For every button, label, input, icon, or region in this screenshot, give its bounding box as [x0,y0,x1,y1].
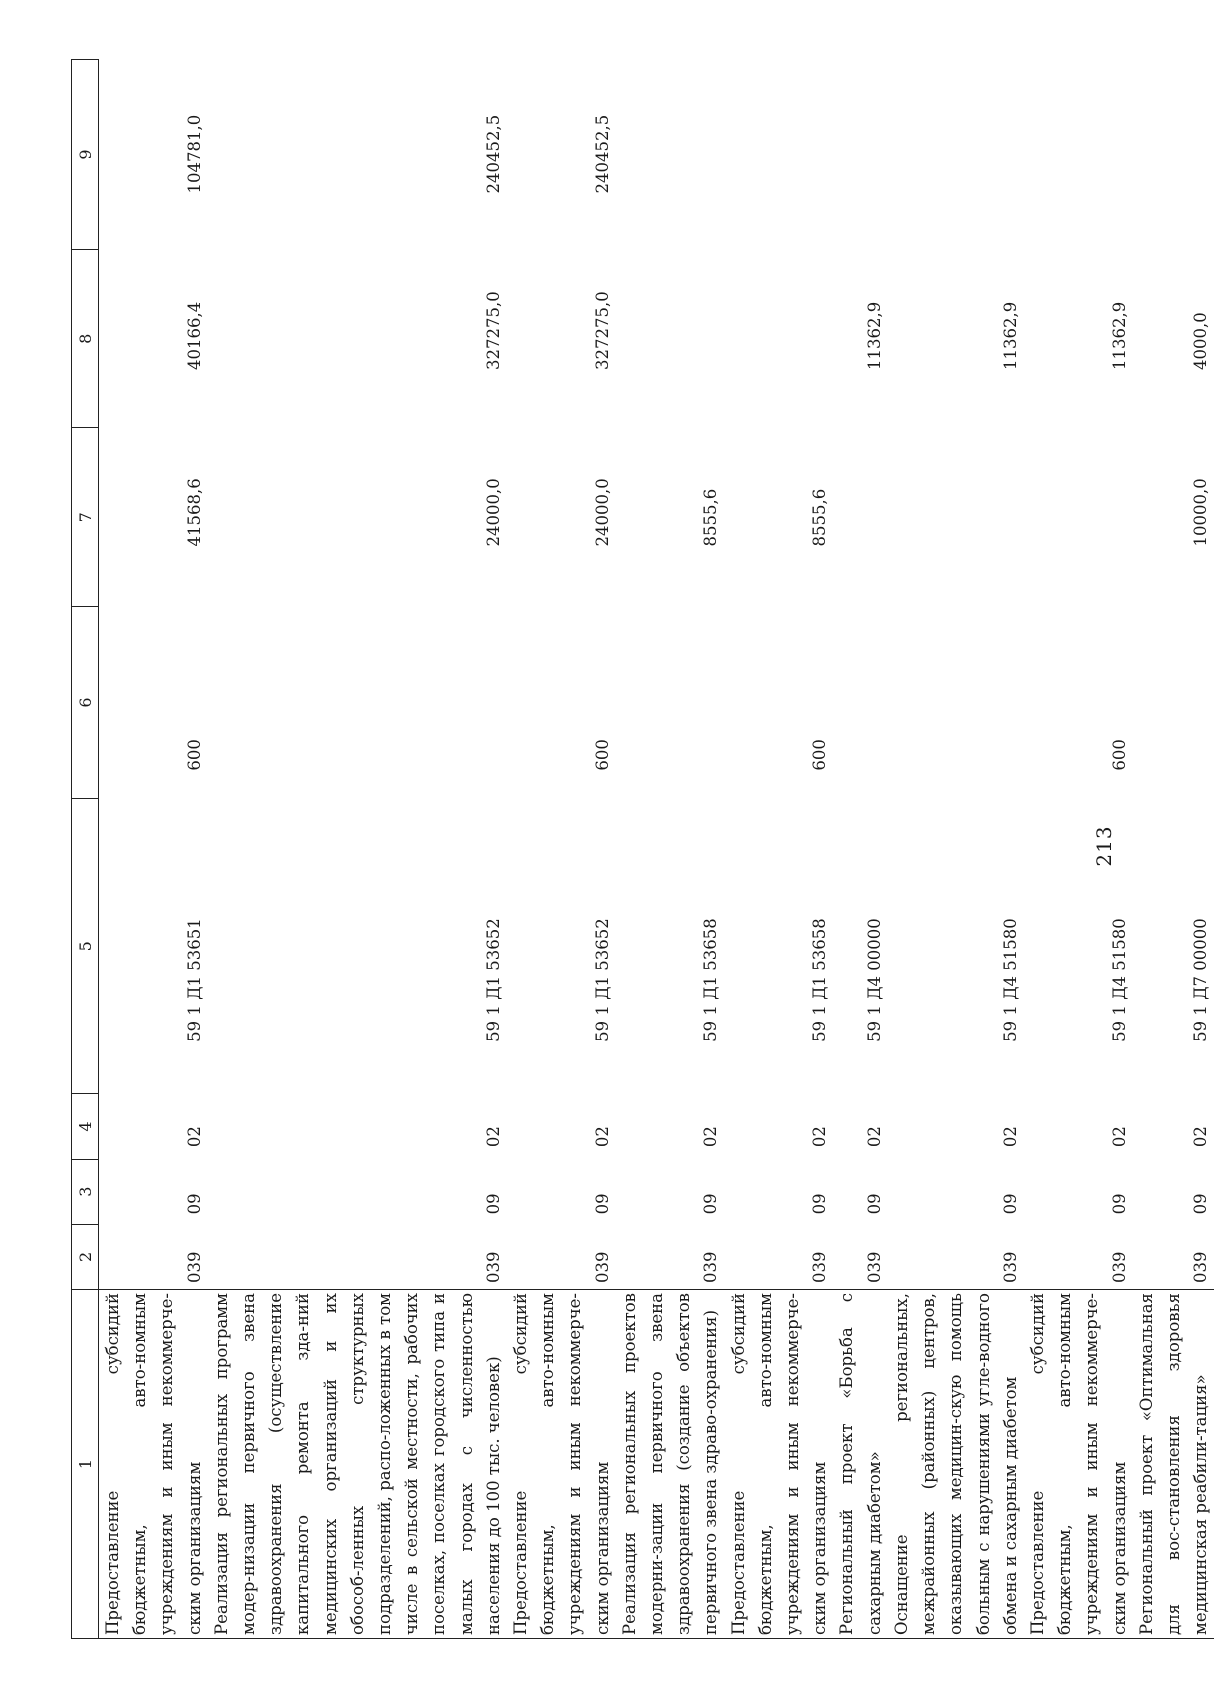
cell-expense-type [616,606,725,798]
budget-table [71,59,1214,1639]
cell-amount-col7: 10000,0 [1191,478,1211,547]
row-description: Предоставление субсидий бюджетным, авто-номным учреждениям и иным некоммерче-ским организациям [725,1290,834,1639]
cell-amount-col8: 4000,0 [1191,312,1211,370]
column-header-9: 9 [72,60,99,250]
cell-section-code: 09 [1000,1193,1020,1215]
cell-target-article: 59 1 Д7 00000 [1191,918,1211,1042]
cell-subsection-code: 02 [864,1126,884,1148]
cell-expense-type: 600 [184,739,204,771]
cell-expense-type: 600 [810,739,830,771]
cell-amount-col8: 327275,0 [592,291,612,370]
cell-expense-type [1133,606,1214,798]
cell-amount-col8: 11362,9 [864,301,884,370]
cell-amount-col7: 24000,0 [592,478,612,547]
row-description: Региональный проект «Оптимальная для вос-становления здоровья медицинская реабили-тация» [1133,1290,1214,1639]
cell-amount-col7: 8555,6 [701,488,721,547]
table-row [616,60,725,1639]
cell-ministry-code: 039 [864,1251,884,1284]
column-header-2: 2 [72,1224,99,1289]
cell-subsection-code: 02 [810,1126,830,1148]
cell-target-article: 59 1 Д4 51580 [1000,918,1020,1042]
cell-amount-col7 [833,428,887,606]
cell-ministry-code: 039 [1191,1251,1211,1284]
cell-ministry-code: 039 [184,1251,204,1284]
cell-amount-col8 [725,249,834,427]
cell-amount-col8: 327275,0 [483,291,503,370]
cell-subsection-code: 02 [701,1126,721,1148]
cell-section-code: 09 [184,1193,204,1215]
table-header [72,60,99,1639]
cell-amount-col9: 104781,0 [184,114,204,194]
cell-amount-col9 [616,60,725,250]
cell-subsection-code: 02 [1191,1126,1211,1148]
cell-amount-col9 [725,60,834,250]
cell-target-article: 59 1 Д4 00000 [864,918,884,1042]
cell-target-article: 59 1 Д1 53658 [810,918,830,1042]
table-row [99,60,208,1639]
row-description: Реализация региональных программ модер-низации первичного звена здравоохранения (осуществление капитального ремонта зда-ний медицинских организаций и их обособ-ленных структурных подразделений, распо-ложенных в том числе в сельской местности, рабочих поселках, поселках городского типа и малых городах с численностью населения до 100 тыс. человек) [208,1290,507,1639]
cell-amount-col8: 40166,4 [184,301,204,370]
cell-expense-type: 600 [1109,739,1129,771]
cell-target-article: 59 1 Д1 53651 [184,918,204,1042]
cell-section-code: 09 [592,1193,612,1215]
column-header-5: 5 [72,799,99,1094]
row-description: Предоставление субсидий бюджетным, авто-номным учреждениям и иным некоммерче-ским организациям [1024,1290,1133,1639]
table-row [725,60,834,1639]
row-description: Предоставление субсидий бюджетным, авто-номным учреждениям и иным некоммерче-ским организациям [99,1290,208,1639]
column-header-8: 8 [72,249,99,427]
cell-amount-col9: 240452,5 [592,114,612,194]
table-row [1024,60,1133,1639]
cell-amount-col7 [1024,428,1133,606]
table-row [208,60,507,1639]
cell-subsection-code: 02 [592,1126,612,1148]
column-header-3: 3 [72,1159,99,1224]
page-number: 213 [1092,825,1116,867]
cell-amount-col8: 11362,9 [1109,301,1129,370]
cell-amount-col8: 11362,9 [1000,301,1020,370]
cell-ministry-code: 039 [483,1251,503,1284]
row-description: Предоставление субсидий бюджетным, авто-номным учреждениям и иным некоммерче-ским организациям [507,1290,616,1639]
cell-expense-type [208,606,507,798]
table-row [833,60,887,1639]
cell-subsection-code: 02 [184,1126,204,1148]
cell-target-article: 59 1 Д1 53652 [592,918,612,1042]
cell-amount-col7: 8555,6 [810,488,830,547]
cell-ministry-code: 039 [1109,1251,1129,1284]
cell-section-code: 09 [483,1193,503,1215]
cell-expense-type: 600 [592,739,612,771]
cell-section-code: 09 [701,1193,721,1215]
cell-amount-col9 [1133,60,1214,250]
cell-amount-col7 [888,428,1024,606]
cell-section-code: 09 [810,1193,830,1215]
cell-expense-type [888,606,1024,798]
cell-amount-col9: 240452,5 [483,114,503,194]
cell-amount-col7: 24000,0 [483,478,503,547]
cell-section-code: 09 [1191,1193,1211,1215]
cell-section-code: 09 [1109,1193,1129,1215]
cell-ministry-code: 039 [810,1251,830,1284]
cell-subsection-code: 02 [1109,1126,1129,1148]
row-description: Реализация региональных проектов модерни-зации первичного звена здравоохранения (создание объектов первичного звена здраво-охранения) [616,1290,725,1639]
cell-target-article: 59 1 Д1 53658 [701,918,721,1042]
cell-amount-col9 [833,60,887,250]
cell-subsection-code: 02 [1000,1126,1020,1148]
cell-expense-type [833,606,887,798]
cell-subsection-code: 02 [483,1126,503,1148]
column-header-6: 6 [72,606,99,798]
header-row [72,60,99,1639]
row-description: Региональный проект «Борьба с сахарным диабетом» [833,1290,887,1639]
column-header-7: 7 [72,428,99,606]
cell-amount-col7: 41568,6 [184,478,204,547]
table-row [1133,60,1214,1639]
row-description: Оснащение региональных, межрайонных (районных) центров, оказывающих медицин-скую помощь больным с нарушениями угле-водного обмена и сахарным диабетом [888,1290,1024,1639]
cell-section-code: 09 [864,1193,884,1215]
cell-amount-col8 [616,249,725,427]
cell-amount-col9 [888,60,1024,250]
cell-amount-col9 [1024,60,1133,250]
cell-ministry-code: 039 [701,1251,721,1284]
table-body [99,60,1214,1639]
table-row [507,60,616,1639]
cell-target-article: 59 1 Д1 53652 [483,918,503,1042]
column-header-4: 4 [72,1094,99,1159]
column-header-1: 1 [72,1290,99,1639]
cell-ministry-code: 039 [1000,1251,1020,1284]
cell-target-article: 59 1 Д4 51580 [1109,918,1129,1042]
cell-ministry-code: 039 [592,1251,612,1284]
table-row [888,60,1024,1639]
